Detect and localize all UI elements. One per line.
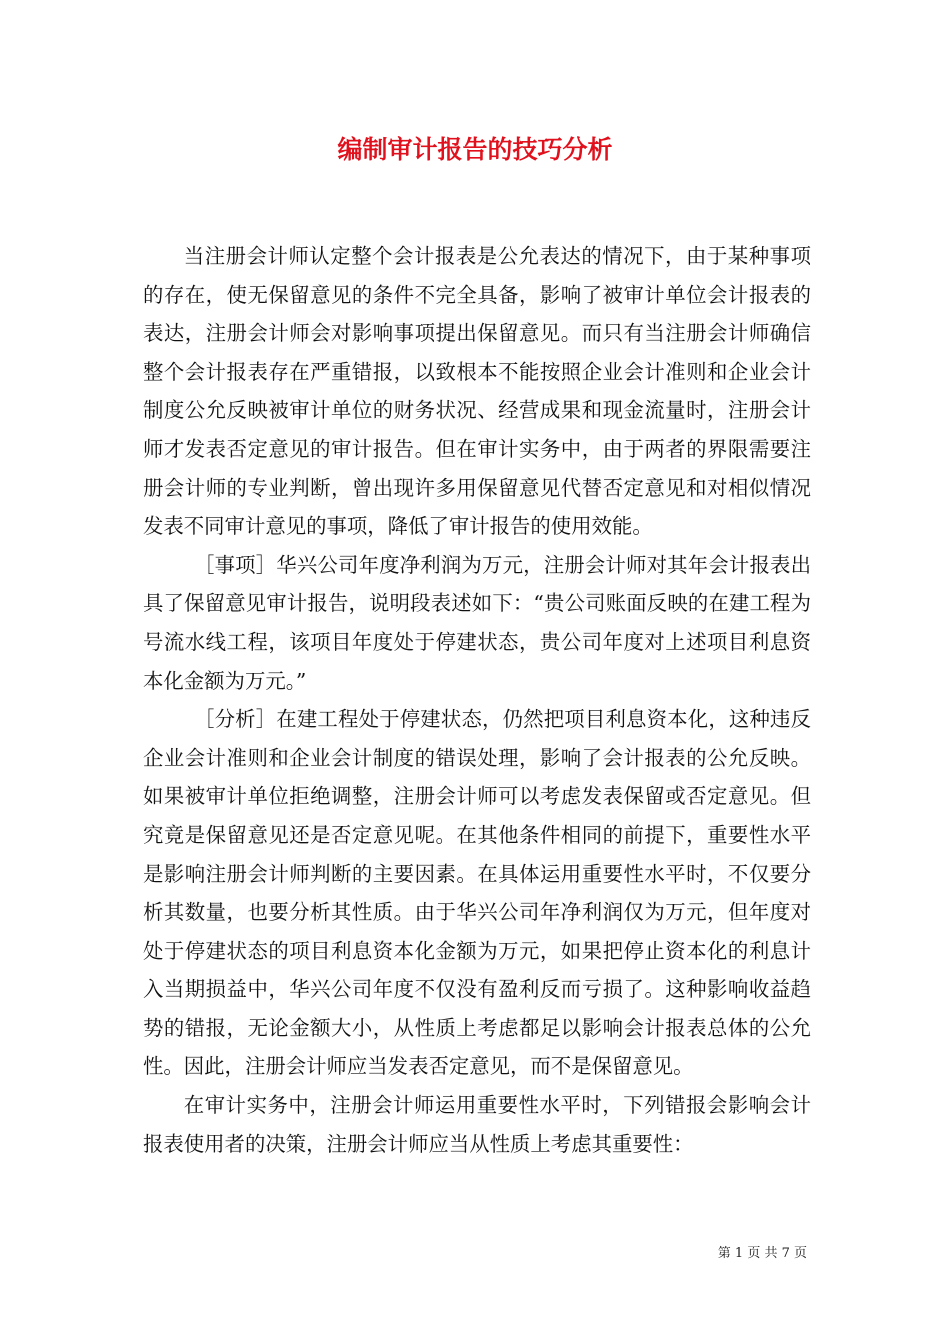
page-number: 第 1 页 共 7 页	[717, 1246, 807, 1261]
document-title: 编制审计报告的技巧分析	[337, 135, 613, 164]
paragraph-analysis: ［分析］在建工程处于停建状态，仍然把项目利息资本化，这种违反企业会计准则和企业会计制度的错误处理，影响了会计报表的公允反映。如果被审计单位拒绝调整，注册会计师可以考虑发表保留或否定意见。但究竟是保留意见还是否定意见呢。在其他条件相同的前提下，重要性水平是影响注册会计师判断的主要因素。在具体运用重要性水平时，不仅要分析其数量，也要分析其性质。由于华兴公司年净利润仅为万元，但年度对处于停建状态的项目利息资本化金额为万元，如果把停止资本化的利息计入当期损益中，华兴公司年度不仅没有盈利反而亏损了。这种影响收益趋势的错报，无论金额大小，从性质上考虑都足以影响会计报表总体的公允性。因此，注册会计师应当发表否定意见，而不是保留意见。	[143, 707, 811, 1079]
document-body	[143, 237, 811, 1163]
paragraph-case: ［事项］华兴公司年度净利润为万元，注册会计师对其年会计报表出具了保留意见审计报告，说明段表述如下：“贵公司账面反映的在建工程为号流水线工程，该项目年度处于停建状态，贵公司年度对上述项目利息资本化金额为万元。”	[143, 552, 811, 693]
paragraph-practice: 在审计实务中，注册会计师运用重要性水平时，下列错报会影响会计报表使用者的决策，注册会计师应当从性质上考虑其重要性：	[143, 1093, 811, 1156]
paragraph-intro: 当注册会计师认定整个会计报表是公允表达的情况下，由于某种事项的存在，使无保留意见的条件不完全具备，影响了被审计单位会计报表的表达，注册会计师会对影响事项提出保留意见。而只有当注册会计师确信整个会计报表存在严重错报，以致根本不能按照企业会计准则和企业会计制度公允反映被审计单位的财务状况、经营成果和现金流量时，注册会计师才发表否定意见的审计报告。但在审计实务中，由于两者的界限需要注册会计师的专业判断，曾出现许多用保留意见代替否定意见和对相似情况发表不同审计意见的事项，降低了审计报告的使用效能。	[143, 244, 811, 539]
